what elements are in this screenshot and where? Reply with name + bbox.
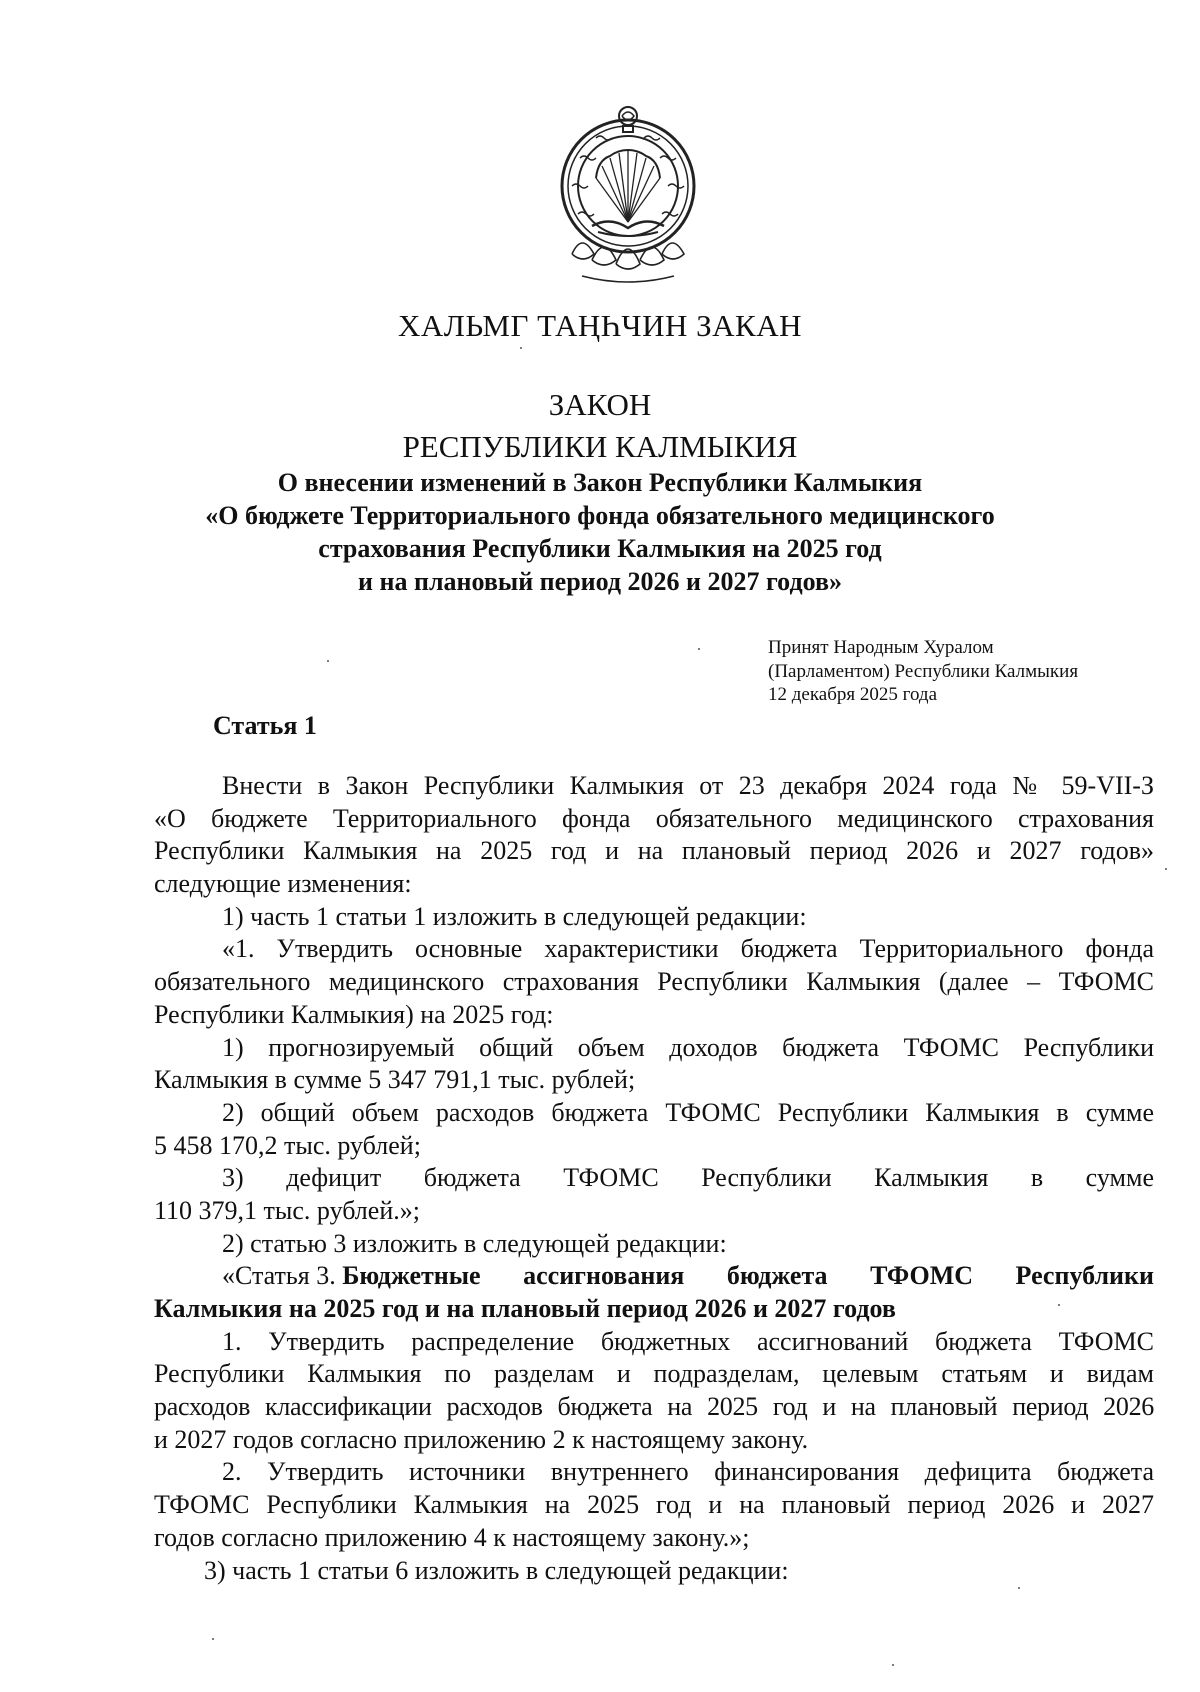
body-line: 1) часть 1 статьи 1 изложить в следующей редакции: bbox=[222, 901, 807, 931]
scan-speck bbox=[520, 347, 522, 349]
body-line: Калмыкия в сумме 5 347 791,1 тыс. рублей; bbox=[154, 1065, 636, 1095]
subtitle-line: страхования Республики Калмыкия на 2025 год bbox=[318, 534, 882, 563]
article-heading: Статья 1 bbox=[213, 711, 317, 740]
body-line: обязательного медицинского страхования Республики Калмыкия (далее – ТФОМС bbox=[154, 967, 1154, 997]
body-line: ТФОМС Республики Калмыкия на 2025 год и на плановый период 2026 и 2027 bbox=[154, 1490, 1154, 1520]
body-line: Внести в Закон Республики Калмыкия от 23 декабря 2024 года № 59-VII-З bbox=[222, 771, 1154, 800]
law-title-line: ЗАКОН bbox=[548, 387, 652, 422]
scan-speck bbox=[212, 1638, 214, 1640]
body-line: 3) дефицит бюджета ТФОМС Республики Калмыкия в сумме bbox=[222, 1163, 1154, 1193]
body-line: 1. Утвердить распределение бюджетных ассигнований бюджета ТФОМС bbox=[222, 1326, 1154, 1356]
scan-speck bbox=[1058, 1304, 1060, 1306]
body-line: «1. Утвердить основные характеристики бюджета Территориального фонда bbox=[222, 934, 1154, 964]
adoption-line: Принят Народным Хуралом bbox=[768, 637, 994, 658]
body-line: расходов классификации расходов бюджета на 2025 год и на плановый период 2026 bbox=[154, 1392, 1154, 1422]
body-line: годов согласно приложению 4 к настоящему закону.»; bbox=[154, 1522, 750, 1552]
body-line: «О бюджете Территориального фонда обязательного медицинского страхования bbox=[154, 803, 1154, 833]
body-line: Республики Калмыкия) на 2025 год: bbox=[154, 999, 554, 1029]
body-line: 2. Утвердить источники внутреннего финансирования дефицита бюджета bbox=[222, 1457, 1154, 1487]
body-line: Калмыкия на 2025 год и на плановый период 2026 и 2027 годов bbox=[154, 1294, 896, 1323]
scan-speck bbox=[892, 1664, 894, 1666]
body-line: 2) статью 3 изложить в следующей редакции: bbox=[222, 1228, 727, 1258]
kalmyk-title: ХАЛЬМГ ТАҢҺЧИН ЗАКАН bbox=[398, 308, 802, 343]
body-line: 2) общий объем расходов бюджета ТФОМС Республики Калмыкия в сумме bbox=[222, 1097, 1154, 1127]
adoption-line: 12 декабря 2025 года bbox=[768, 684, 938, 705]
scan-speck bbox=[1165, 868, 1167, 870]
body-line: и 2027 годов согласно приложению 2 к настоящему закону. bbox=[154, 1424, 809, 1454]
adoption-line: (Парламентом) Республики Калмыкия bbox=[768, 660, 1079, 682]
scan-speck bbox=[698, 648, 700, 650]
scan-speck bbox=[1018, 1587, 1020, 1589]
body-line: Республики Калмыкия по разделам и подразделам, целевым статьям и видам bbox=[154, 1359, 1154, 1389]
article-body bbox=[154, 770, 1154, 1587]
body-line: 1) прогнозируемый общий объем доходов бюджета ТФОМС Республики bbox=[222, 1032, 1154, 1062]
law-title-line: РЕСПУБЛИКИ КАЛМЫКИЯ bbox=[402, 429, 798, 464]
subtitle-line: О внесении изменений в Закон Республики Калмыкия bbox=[277, 468, 923, 497]
body-line: Республики Калмыкия на 2025 год и на плановый период 2026 и 2027 годов» bbox=[154, 836, 1154, 866]
body-line: следующие изменения: bbox=[154, 869, 412, 899]
subtitle-line: «О бюджете Территориального фонда обязательного медицинского bbox=[205, 501, 995, 530]
article3-prefix: «Статья 3. bbox=[222, 1261, 343, 1291]
body-line: 110 379,1 тыс. рублей.»; bbox=[154, 1195, 420, 1225]
body-line: 3) часть 1 статьи 6 изложить в следующей редакции: bbox=[204, 1555, 789, 1585]
article3-title: Бюджетные ассигнования бюджета ТФОМС Республики bbox=[342, 1261, 1154, 1291]
kalmykia-emblem bbox=[552, 104, 704, 292]
law-title bbox=[0, 384, 1200, 468]
scan-speck bbox=[327, 660, 329, 662]
law-subtitle bbox=[0, 466, 1200, 598]
body-line: 5 458 170,2 тыс. рублей; bbox=[154, 1130, 421, 1160]
adoption-note bbox=[768, 636, 1078, 707]
subtitle-line: и на плановый период 2026 и 2027 годов» bbox=[358, 567, 842, 596]
body-line bbox=[154, 1260, 1154, 1293]
